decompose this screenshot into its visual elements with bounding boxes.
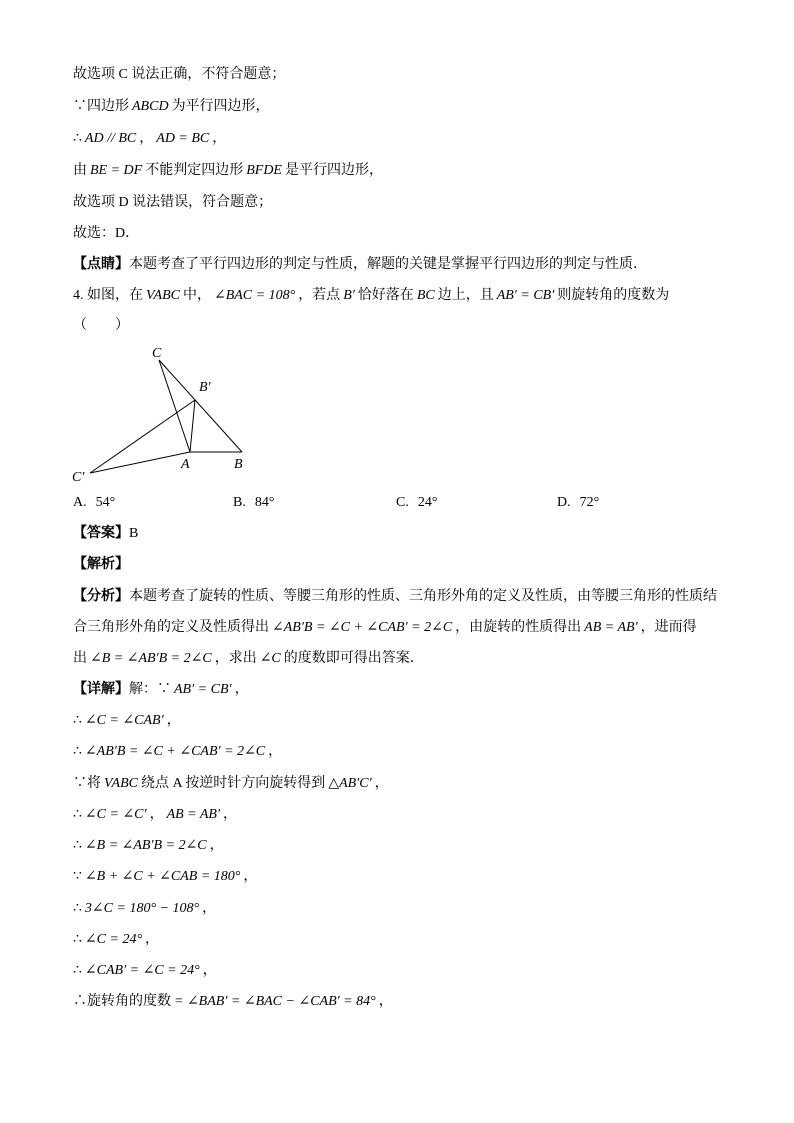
line-text: 是平行四边形， xyxy=(284,163,383,178)
line-text: 故选项 D 说法错误，符合题意； xyxy=(73,195,273,210)
math-expression: ∠C = ∠CAB′ xyxy=(84,713,164,728)
math-expression: ABCD xyxy=(132,99,169,114)
line-text: 出 xyxy=(73,651,87,666)
solution-line xyxy=(73,129,226,149)
math-expression: △AB′C′ xyxy=(328,776,372,791)
line-text: ∴ xyxy=(73,744,82,759)
line-text: ， xyxy=(234,682,249,697)
line-text: ， xyxy=(149,807,164,822)
line-text: ∴ xyxy=(73,963,82,978)
solution-line xyxy=(73,193,272,213)
option-letter: A. xyxy=(73,495,87,510)
math-expression: AB′ = CB′ xyxy=(496,288,555,303)
line-text: ， xyxy=(243,869,258,884)
line-text: ∵将 xyxy=(73,776,101,791)
math-expression: ∠BAC = 108° xyxy=(213,288,296,303)
detail-line xyxy=(73,774,389,794)
option-a xyxy=(73,493,115,513)
answer-line xyxy=(73,524,138,544)
line-text: 故选项 C 说法正确，不符合题意； xyxy=(73,67,286,82)
line-text: ， xyxy=(268,744,283,759)
line-text: ， xyxy=(223,807,238,822)
line-text: 边上，且 xyxy=(437,288,494,303)
option-letter: D. xyxy=(557,495,571,510)
math-expression: AB′ = CB′ xyxy=(174,682,232,697)
line-text: 本题考查了旋转的性质、等腰三角形的性质、三角形外角的定义及性质，由等腰三角形的性质结 xyxy=(129,589,717,604)
math-expression: VABC xyxy=(146,288,180,303)
analysis-line xyxy=(73,649,424,669)
detail-label: 【详解】 xyxy=(73,682,129,697)
math-expression: ∠AB′B = ∠C + ∠CAB′ = 2∠C xyxy=(84,744,266,759)
line-text: ∴ xyxy=(73,932,82,947)
math-expression: ∠C = 24° xyxy=(84,932,143,947)
line-text: ，若点 xyxy=(298,288,341,303)
rotation-figure xyxy=(60,340,260,490)
line-text: ∴ xyxy=(73,901,82,916)
math-expression: BE = DF xyxy=(90,163,143,178)
answer-label: 【答案】 xyxy=(73,526,129,541)
explanation-label: 【解析】 xyxy=(73,557,129,572)
analysis-line xyxy=(73,618,697,638)
detail-line xyxy=(73,867,257,887)
line-text: 恰好落在 xyxy=(357,288,414,303)
math-expression: AB = AB′ xyxy=(584,620,638,635)
line-text: ，求出 xyxy=(214,651,257,666)
option-c xyxy=(396,493,437,513)
math-expression: AD = BC xyxy=(156,131,210,146)
line-text: ∵四边形 xyxy=(73,99,129,114)
math-expression: ∠C = ∠C′ xyxy=(84,807,147,822)
option-letter: C. xyxy=(396,495,409,510)
analysis-line xyxy=(73,587,717,607)
line-text: 合三角形外角的定义及性质得出 xyxy=(73,620,269,635)
option-d xyxy=(557,493,599,513)
answer-value: B xyxy=(129,526,139,541)
option-value: 84° xyxy=(254,495,275,510)
solution-line xyxy=(73,65,285,85)
math-expression: ∠AB′B = ∠C + ∠CAB′ = 2∠C xyxy=(272,620,453,635)
line-text: ∴ xyxy=(73,131,82,146)
line-text: ∴ xyxy=(73,807,82,822)
question-stem xyxy=(73,286,669,306)
option-letter: B. xyxy=(233,495,246,510)
math-expression: BFDE xyxy=(246,163,282,178)
line-text: 绕点 A 按逆时针方向旋转得到 xyxy=(140,776,326,791)
point-label-b: B xyxy=(234,457,243,472)
analysis-label: 【分析】 xyxy=(73,589,129,604)
detail-line xyxy=(73,805,237,825)
option-value: 24° xyxy=(417,495,438,510)
math-expression: AD // BC xyxy=(84,131,137,146)
line-text: 不能判定四边形 xyxy=(145,163,244,178)
math-expression: BC xyxy=(416,288,435,303)
line-text: ∵ xyxy=(73,869,82,884)
detail-line xyxy=(73,961,217,981)
detail-line xyxy=(73,899,216,919)
key-point-text: 本题考查了平行四边形的判定与性质，解题的关键是掌握平行四边形的判定与性质． xyxy=(129,257,647,272)
line-text: ， xyxy=(139,131,154,146)
option-value: 72° xyxy=(579,495,600,510)
point-label-c: C xyxy=(152,346,162,361)
segment-c-b xyxy=(159,360,242,452)
solution-line xyxy=(73,224,139,244)
solution-line xyxy=(73,97,270,117)
point-label-c-prime: C′ xyxy=(72,470,85,485)
line-text: 为平行四边形， xyxy=(171,99,270,114)
key-point-line xyxy=(73,255,647,275)
detail-line xyxy=(73,711,181,731)
answer-bracket xyxy=(73,316,129,336)
line-text: ∴ xyxy=(73,838,82,853)
segment-a-b-prime xyxy=(190,400,195,452)
line-text: 解：∵ xyxy=(129,682,171,697)
key-point-label: 【点睛】 xyxy=(73,257,129,272)
option-b xyxy=(233,493,274,513)
line-text: 则旋转角的度数为 xyxy=(557,288,670,303)
line-text: ， xyxy=(212,131,227,146)
line-text: ， xyxy=(202,963,217,978)
math-expression: 3∠C = 180° − 108° xyxy=(84,901,200,916)
line-text: ，进而得 xyxy=(640,620,697,635)
line-text: ， xyxy=(209,838,224,853)
solution-line xyxy=(73,161,383,181)
math-expression: ∠C xyxy=(259,651,281,666)
math-expression: AB = AB′ xyxy=(166,807,221,822)
detail-line xyxy=(73,836,224,856)
detail-line xyxy=(73,742,282,762)
option-value: 54° xyxy=(95,495,116,510)
line-text: 由 xyxy=(73,163,87,178)
line-text: ， xyxy=(202,901,217,916)
detail-line xyxy=(73,992,393,1012)
math-expression: B′ xyxy=(343,288,355,303)
math-expression: ∠CAB′ = ∠C = 24° xyxy=(84,963,200,978)
detail-line xyxy=(73,680,249,700)
line-text: 的度数即可得出答案． xyxy=(283,651,424,666)
segment-c-a xyxy=(159,360,190,452)
line-text: ， xyxy=(374,776,389,791)
detail-line xyxy=(73,930,159,950)
line-text: ，由旋转的性质得出 xyxy=(455,620,582,635)
math-expression: = ∠BAB′ = ∠BAC − ∠CAB′ = 84° xyxy=(174,994,376,1009)
line-text: 故选：D． xyxy=(73,226,140,241)
line-text: ， xyxy=(166,713,181,728)
line-text: 4. 如图，在 xyxy=(73,288,143,303)
math-expression: VABC xyxy=(104,776,138,791)
math-expression: ∠B = ∠AB′B = 2∠C xyxy=(90,651,212,666)
line-text: ， xyxy=(145,932,160,947)
bracket-text: （ ） xyxy=(73,318,129,333)
point-label-b-prime: B′ xyxy=(199,380,211,395)
point-label-a: A xyxy=(181,457,190,472)
line-text: ∴ xyxy=(73,713,82,728)
line-text: 中， xyxy=(182,288,211,303)
math-expression: ∠B + ∠C + ∠CAB = 180° xyxy=(84,869,241,884)
line-text: ∴旋转角的度数 xyxy=(73,994,171,1009)
explanation-heading xyxy=(73,555,129,575)
line-text: ， xyxy=(378,994,393,1009)
math-expression: ∠B = ∠AB′B = 2∠C xyxy=(84,838,207,853)
